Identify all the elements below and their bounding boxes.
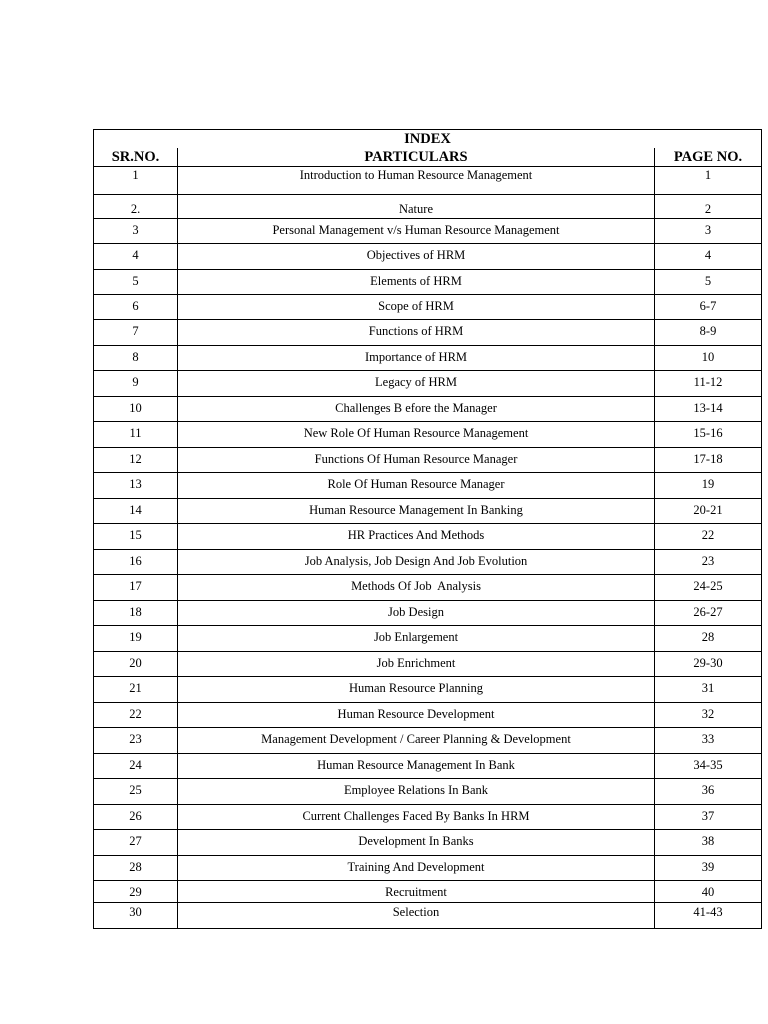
sr-no-cell: 5 [94, 270, 178, 295]
page-no-cell: 32 [655, 703, 762, 728]
page-no-cell: 17-18 [655, 448, 762, 473]
particular-cell: Selection [178, 903, 655, 929]
sr-no-cell: 17 [94, 575, 178, 601]
page-no-cell: 41-43 [655, 903, 762, 929]
particular-cell: Legacy of HRM [178, 371, 655, 397]
particular-cell: New Role Of Human Resource Management [178, 422, 655, 448]
particular-cell: Functions of HRM [178, 320, 655, 346]
table-row [94, 219, 762, 244]
particular-cell: Challenges B efore the Manager [178, 397, 655, 422]
page-no-cell: 29-30 [655, 652, 762, 677]
table-row [94, 856, 762, 881]
particular-cell: Employee Relations In Bank [178, 779, 655, 805]
page-no-cell: 40 [655, 881, 762, 903]
sr-no-cell: 8 [94, 346, 178, 371]
page-no-cell: 39 [655, 856, 762, 881]
page-no-cell: 19 [655, 473, 762, 499]
page-no-cell: 38 [655, 830, 762, 856]
page-no-cell: 10 [655, 346, 762, 371]
index-table [93, 129, 762, 929]
page-no-cell: 34-35 [655, 754, 762, 779]
sr-no-cell: 11 [94, 422, 178, 448]
particular-cell: Job Enrichment [178, 652, 655, 677]
sr-no-cell: 20 [94, 652, 178, 677]
particular-cell: Introduction to Human Resource Management [178, 167, 655, 195]
page-no-cell: 11-12 [655, 371, 762, 397]
table-row [94, 422, 762, 448]
table-row [94, 195, 762, 219]
table-row [94, 626, 762, 652]
sr-no-cell: 28 [94, 856, 178, 881]
table-row [94, 371, 762, 397]
sr-no-cell: 30 [94, 903, 178, 929]
page-no-cell: 15-16 [655, 422, 762, 448]
sr-no-cell: 25 [94, 779, 178, 805]
sr-no-cell: 6 [94, 295, 178, 320]
header-sr-no: SR.NO. [94, 148, 178, 167]
particular-cell: Scope of HRM [178, 295, 655, 320]
sr-no-cell: 21 [94, 677, 178, 703]
sr-no-cell: 10 [94, 397, 178, 422]
particular-cell: Job Design [178, 601, 655, 626]
table-row [94, 677, 762, 703]
particular-cell: Human Resource Management In Bank [178, 754, 655, 779]
sr-no-cell: 19 [94, 626, 178, 652]
table-row [94, 881, 762, 903]
particular-cell: HR Practices And Methods [178, 524, 655, 550]
sr-no-cell: 18 [94, 601, 178, 626]
page-no-cell: 13-14 [655, 397, 762, 422]
table-row [94, 903, 762, 929]
page-no-cell: 37 [655, 805, 762, 830]
page-no-cell: 2 [655, 195, 762, 219]
sr-no-cell: 9 [94, 371, 178, 397]
page-no-cell: 3 [655, 219, 762, 244]
sr-no-cell: 4 [94, 244, 178, 270]
particular-cell: Role Of Human Resource Manager [178, 473, 655, 499]
sr-no-cell: 29 [94, 881, 178, 903]
particular-cell: Elements of HRM [178, 270, 655, 295]
page-no-cell: 23 [655, 550, 762, 575]
particular-cell: Human Resource Planning [178, 677, 655, 703]
particular-cell: Personal Management v/s Human Resource Management [178, 219, 655, 244]
sr-no-cell: 23 [94, 728, 178, 754]
page-no-cell: 36 [655, 779, 762, 805]
table-row [94, 295, 762, 320]
page-no-cell: 24-25 [655, 575, 762, 601]
header-particulars: PARTICULARS [178, 148, 655, 167]
page-no-cell: 31 [655, 677, 762, 703]
table-row [94, 575, 762, 601]
sr-no-cell: 24 [94, 754, 178, 779]
index-title: INDEX [94, 130, 762, 149]
header-page-no: PAGE NO. [655, 148, 762, 167]
sr-no-cell: 3 [94, 219, 178, 244]
sr-no-cell: 13 [94, 473, 178, 499]
sr-no-cell: 26 [94, 805, 178, 830]
table-row [94, 473, 762, 499]
particular-cell: Job Enlargement [178, 626, 655, 652]
particular-cell: Job Analysis, Job Design And Job Evolution [178, 550, 655, 575]
particular-cell: Nature [178, 195, 655, 219]
table-row [94, 754, 762, 779]
table-row [94, 270, 762, 295]
page-no-cell: 1 [655, 167, 762, 195]
page-no-cell: 33 [655, 728, 762, 754]
particular-cell: Recruitment [178, 881, 655, 903]
table-row [94, 779, 762, 805]
sr-no-cell: 27 [94, 830, 178, 856]
table-row [94, 499, 762, 524]
sr-no-cell: 12 [94, 448, 178, 473]
particular-cell: Functions Of Human Resource Manager [178, 448, 655, 473]
page-no-cell: 22 [655, 524, 762, 550]
particular-cell: Training And Development [178, 856, 655, 881]
table-row [94, 167, 762, 195]
particular-cell: Objectives of HRM [178, 244, 655, 270]
index-header-row [94, 148, 762, 167]
table-row [94, 320, 762, 346]
particular-cell: Methods Of Job Analysis [178, 575, 655, 601]
particular-cell: Importance of HRM [178, 346, 655, 371]
sr-no-cell: 2. [94, 195, 178, 219]
index-body [94, 167, 762, 929]
table-row [94, 652, 762, 677]
sr-no-cell: 7 [94, 320, 178, 346]
table-row [94, 830, 762, 856]
table-row [94, 550, 762, 575]
table-row [94, 728, 762, 754]
particular-cell: Management Development / Career Planning & Development [178, 728, 655, 754]
page-no-cell: 26-27 [655, 601, 762, 626]
sr-no-cell: 22 [94, 703, 178, 728]
page-no-cell: 28 [655, 626, 762, 652]
table-row [94, 703, 762, 728]
particular-cell: Human Resource Development [178, 703, 655, 728]
particular-cell: Development In Banks [178, 830, 655, 856]
table-row [94, 448, 762, 473]
table-row [94, 244, 762, 270]
page-no-cell: 20-21 [655, 499, 762, 524]
particular-cell: Human Resource Management In Banking [178, 499, 655, 524]
page-no-cell: 4 [655, 244, 762, 270]
sr-no-cell: 14 [94, 499, 178, 524]
table-row [94, 397, 762, 422]
particular-cell: Current Challenges Faced By Banks In HRM [178, 805, 655, 830]
sr-no-cell: 16 [94, 550, 178, 575]
table-row [94, 601, 762, 626]
index-title-row [94, 130, 762, 149]
page-no-cell: 5 [655, 270, 762, 295]
sr-no-cell: 1 [94, 167, 178, 195]
table-row [94, 346, 762, 371]
sr-no-cell: 15 [94, 524, 178, 550]
page-no-cell: 6-7 [655, 295, 762, 320]
table-row [94, 524, 762, 550]
page-no-cell: 8-9 [655, 320, 762, 346]
table-row [94, 805, 762, 830]
